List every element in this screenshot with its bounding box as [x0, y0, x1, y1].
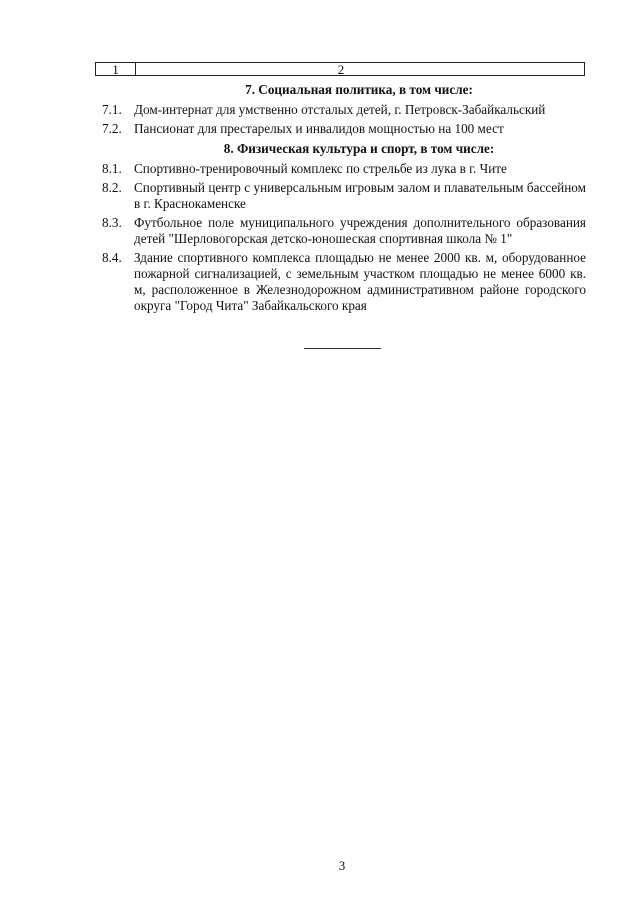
item-number: 8.3. [102, 215, 122, 230]
item-text: Спортивный центр с универсальным игровым залом и плавательным бассейном в г. Краснокаменске [134, 180, 586, 211]
item-number: 8.2. [102, 180, 122, 195]
item-number: 8.1. [102, 161, 122, 176]
item-number: 7.1. [102, 102, 122, 117]
list-item [102, 121, 586, 137]
list-item [102, 102, 586, 118]
end-divider [304, 348, 381, 349]
list-item [102, 180, 586, 212]
list-item [102, 215, 586, 247]
document-content [102, 82, 586, 317]
table-header-row [95, 62, 585, 76]
item-number: 7.2. [102, 121, 122, 136]
section-title-physical-culture: 8. Физическая культура и спорт, в том числе: [223, 141, 495, 156]
list-item [102, 250, 586, 314]
section-title-social-policy: 7. Социальная политика, в том числе: [245, 82, 473, 97]
item-text: Здание спортивного комплекса площадью не менее 2000 кв. м, оборудованное пожарной сигнализацией, с земельным участком площадью не менее 6000 кв. м, расположенное в Железнодорожном административном районе городского округа "Город Чита" Забайкальского края [134, 250, 586, 313]
item-text: Пансионат для престарелых и инвалидов мощностью на 100 мест [134, 121, 504, 136]
table-header-col-1: 1 [96, 63, 136, 75]
page-number: 3 [338, 858, 346, 873]
item-text: Дом-интернат для умственно отсталых детей, г. Петровск-Забайкальский [134, 102, 546, 117]
list-item [102, 161, 586, 177]
table-header-col-2: 2 [337, 62, 345, 77]
item-text: Футбольное поле муниципального учреждения дополнительного образования детей "Шерловогорская детско-юношеская спортивная школа № 1" [134, 215, 586, 246]
item-number: 8.4. [102, 250, 122, 265]
item-text: Спортивно-тренировочный комплекс по стрельбе из лука в г. Чите [134, 161, 507, 176]
